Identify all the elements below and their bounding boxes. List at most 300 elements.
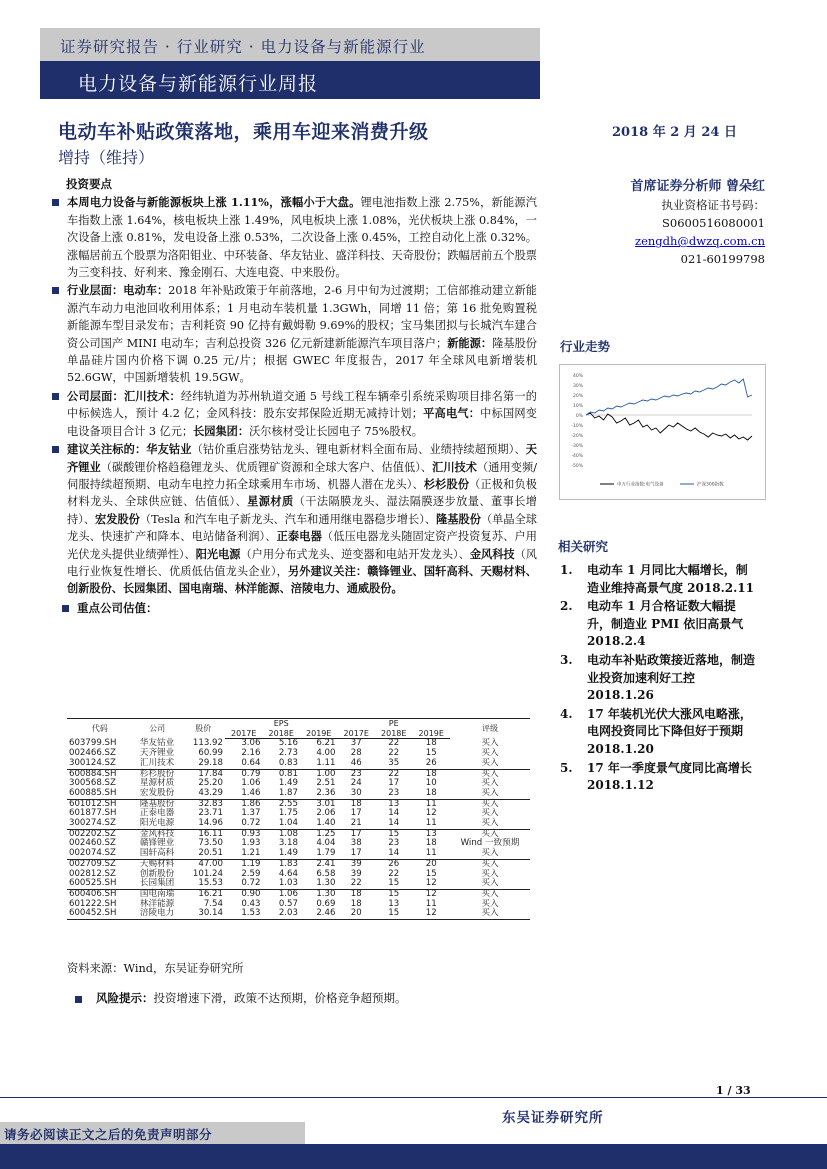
cell-pe: 15	[375, 889, 413, 899]
cell-price: 113.92	[192, 738, 223, 749]
cell-eps: 1.49	[278, 778, 298, 789]
cert-label: 执业资格证书号码：	[661, 198, 765, 212]
table-row	[67, 749, 530, 759]
col-header-eps: EPS	[225, 719, 338, 729]
table-row	[67, 809, 530, 819]
table-row	[67, 819, 530, 829]
cell-rating: 买入	[450, 769, 530, 779]
cell-eps: 0.72	[241, 878, 261, 889]
col-header-pe-2019: 2019E	[412, 729, 450, 739]
cell-rating: 买入	[481, 808, 499, 819]
report-type: 电力设备与新能源行业周报	[78, 73, 319, 95]
cell-pe: 15	[375, 829, 413, 839]
cell-pe: 23	[388, 787, 400, 798]
cell-company: 涪陵电力	[133, 909, 182, 919]
table-row	[67, 889, 530, 899]
summary-paragraph-company	[62, 388, 537, 440]
cell-eps: 0.69	[316, 898, 336, 909]
cell-eps: 1.30	[316, 878, 336, 889]
analyst-phone: 021-60199798	[680, 252, 765, 266]
valuation-heading	[62, 600, 537, 617]
col-header-pe-2017: 2017E	[337, 729, 375, 739]
cell-price: 17.84	[182, 769, 225, 779]
body-text: （低压电器龙头随固定资产投资复苏、户用光伏龙头提供业绩弹性）、	[67, 530, 537, 561]
cell-code: 600525.SH	[69, 878, 117, 889]
cell-pe: 15	[375, 909, 413, 919]
summary-paragraph-market	[62, 194, 537, 281]
col-header-pe-2018: 2018E	[375, 729, 413, 739]
page-number: 1 / 33	[716, 1084, 751, 1097]
cell-pe: 26	[425, 757, 437, 768]
cell-pe: 21	[350, 818, 362, 829]
cell-price: 20.51	[198, 848, 223, 859]
cell-eps: 2.73	[278, 748, 298, 759]
cell-eps: 2.03	[262, 909, 300, 919]
related-research-list	[558, 562, 758, 796]
cell-pe: 11	[425, 818, 437, 829]
cell-pe: 37	[350, 738, 362, 749]
cell-eps: 1.04	[278, 818, 298, 829]
risk-label: 风险提示：	[96, 991, 154, 1005]
cell-pe: 18	[425, 838, 437, 849]
cell-company: 宏发股份	[139, 787, 175, 798]
body-text: （钴价重启涨势钴龙头、锂电新材料全面布局、业绩持续超预期）、	[191, 443, 526, 457]
cell-price: 23.71	[198, 808, 223, 819]
highlight-text: 新能源：	[447, 335, 493, 350]
analyst-email-link[interactable]: zengdh@dwzq.com.cn	[635, 234, 765, 248]
cell-code: 002812.SZ	[69, 868, 116, 879]
highlight-text: 杉杉股份	[423, 476, 470, 491]
table-row	[67, 789, 530, 799]
cell-rating: 买入	[481, 878, 499, 889]
cell-price: 30.14	[182, 909, 225, 919]
cell-pe: 13	[412, 829, 450, 839]
footer-bar	[0, 1144, 827, 1169]
cell-eps: 1.08	[262, 829, 300, 839]
y-tick-label: -30%	[571, 444, 583, 449]
highlight-text: 宏发股份	[95, 511, 140, 526]
square-bullet-icon	[52, 199, 59, 206]
cell-price: 16.21	[182, 889, 225, 899]
cell-eps: 0.57	[278, 898, 298, 909]
cell-eps: 4.00	[316, 748, 336, 759]
col-header-eps-2019: 2019E	[300, 729, 338, 739]
cell-price: 16.11	[182, 829, 225, 839]
cell-pe: 35	[388, 757, 400, 768]
body-text: （干法隔膜龙头、湿法隔膜逐步放量、董事长增持）、	[67, 495, 537, 526]
series-line-1	[586, 379, 752, 415]
cell-company: 隆基股份	[133, 799, 182, 809]
valuation-table-body	[67, 739, 530, 920]
body-text: 经纬轨道为苏州轨道交通 5 号线工程车辆牵引系统采购项目排名第一的中标候选人，预计 4.2 亿；金风科技：股东安邦保险近期无减持计划；	[67, 389, 537, 421]
footer-divider	[0, 1097, 827, 1098]
cell-price: 7.54	[203, 898, 223, 909]
cell-code: 603799.SH	[69, 738, 117, 749]
cell-price: 15.53	[198, 878, 223, 889]
cell-price: 60.99	[198, 748, 223, 759]
body-text: 锂电池指数上涨 2.75%，新能源汽车指数上涨 1.64%，核电板块上涨 1.49%，风电板块上涨 1.08%，光伏板块上涨 0.84%，一次设备上涨 0.81%，发电设备上涨 0.53%，二次设备上涨 0.45%，工控自动化上涨 0.32%。涨幅居前五个股票为洛阳钼业、中环装备、华友钴业、盛洋科技、天奇股份；跌幅居前五个股票为三变科技、好利来、豫金刚石、大连电瓷、中来股份。	[67, 196, 537, 280]
cell-price: 29.18	[198, 757, 223, 768]
related-research-item[interactable]	[558, 598, 758, 651]
summary-paragraph-recommendations	[62, 441, 537, 598]
cell-eps: 1.19	[225, 859, 263, 869]
cell-pe: 17	[350, 808, 362, 819]
cell-company: 星源材质	[139, 778, 175, 789]
body-text: （单晶全球龙头、快速扩产和降本、电站储备利润）、	[67, 512, 537, 544]
related-item-text: 17 年一季度景气度同比高增长 2018.1.12	[587, 760, 752, 793]
cell-eps: 1.49	[278, 848, 298, 859]
cell-pe: 24	[350, 778, 362, 789]
col-header-code: 代码	[67, 719, 133, 739]
related-item-number: 5.	[560, 760, 573, 775]
body-text: 隆基股份单晶硅片国内价格下调 0.25 元/片；根据 GWEC 年度报告，2017 年全球风电新增装机 52.6GW，中国新增装机 19.5GW。	[67, 336, 537, 385]
cell-rating: 买入	[450, 799, 530, 809]
cell-eps: 0.72	[241, 818, 261, 829]
table-row	[67, 779, 530, 789]
cell-company: 天齐锂业	[139, 748, 175, 759]
cell-pe: 11	[425, 898, 437, 909]
table-row	[67, 759, 530, 769]
cell-company: 阳光电源	[139, 818, 175, 829]
cell-rating: 买入	[450, 889, 530, 899]
cell-code: 600885.SH	[69, 787, 117, 798]
cell-pe: 18	[425, 738, 437, 749]
cell-code: 600452.SH	[67, 909, 133, 919]
body-text: 沃尔核材受让长园电子 75%股权。	[249, 424, 423, 438]
cell-eps: 4.04	[316, 838, 336, 849]
cell-pe: 46	[350, 757, 362, 768]
legend-label: 申万行业指数:电气设备	[617, 482, 664, 488]
y-tick-label: 20%	[572, 394, 583, 399]
related-item-number: 1.	[560, 563, 573, 577]
cell-rating: 买入	[481, 848, 499, 859]
related-item-text: 电动车 1 月同比大幅增长，制造业维持高景气度 2018.2.11	[587, 563, 754, 595]
cell-rating: 买入	[450, 859, 530, 869]
trend-chart	[559, 364, 766, 500]
risk-warning	[75, 990, 407, 1006]
cell-eps: 1.30	[300, 889, 338, 899]
cell-rating: Wind 一致预期	[460, 838, 520, 849]
highlight-text: 隆基股份	[436, 511, 481, 526]
cell-pe: 20	[337, 909, 375, 919]
body-text: （Tesla 和汽车电子新龙头、汽车和通用继电器稳步增长）、	[139, 512, 437, 526]
cell-rating: 买入	[481, 898, 499, 909]
highlight-text: 长园集团：	[193, 423, 250, 438]
highlight-text: 天齐锂业	[67, 442, 537, 474]
cell-pe: 39	[350, 868, 362, 879]
square-bullet-icon	[52, 393, 59, 400]
valuation-table	[67, 718, 530, 920]
cell-code: 002460.SZ	[69, 838, 116, 849]
cell-pe: 15	[425, 748, 437, 759]
cell-eps: 2.16	[241, 748, 261, 759]
cell-eps: 1.83	[262, 859, 300, 869]
table-row	[67, 849, 530, 859]
cell-eps: 1.11	[316, 757, 336, 768]
cell-eps: 2.55	[262, 799, 300, 809]
cell-company: 国轩高科	[139, 848, 175, 859]
square-bullet-icon	[52, 446, 59, 453]
highlight-text: 阳光电源	[195, 546, 241, 561]
page-title: 电动车补贴政策落地，乘用车迎来消费升级	[58, 121, 429, 143]
cell-rating: 买入	[450, 829, 530, 839]
trend-heading: 行业走势	[560, 339, 611, 354]
cell-eps: 6.58	[316, 868, 336, 879]
summary-heading: 投资要点	[66, 177, 112, 191]
cell-code: 601222.SH	[69, 898, 117, 909]
y-tick-label: 40%	[572, 374, 583, 379]
cell-pe: 20	[412, 859, 450, 869]
cell-eps: 0.90	[225, 889, 263, 899]
table-row	[67, 839, 530, 849]
cell-eps: 0.79	[225, 769, 263, 779]
cell-rating: 买入	[450, 909, 530, 919]
col-header-company: 公司	[133, 719, 182, 739]
cell-code: 300124.SZ	[69, 757, 116, 768]
trend-chart-svg	[560, 365, 765, 499]
cell-eps: 1.93	[241, 838, 261, 849]
cell-rating: 买入	[481, 738, 499, 749]
related-research-item[interactable]	[558, 652, 758, 705]
cell-rating: 买入	[481, 818, 499, 829]
cell-eps: 3.06	[241, 738, 261, 749]
cell-price: 43.29	[198, 787, 223, 798]
cell-pe: 28	[350, 748, 362, 759]
cell-code: 002466.SZ	[69, 748, 116, 759]
legend-label: 沪深300指数	[697, 482, 724, 488]
cell-pe: 38	[350, 838, 362, 849]
investment-summary	[62, 176, 537, 617]
cell-company: 金风科技	[133, 829, 182, 839]
related-item-text: 电动车补贴政策接近落地，制造业投资加速利好工控 2018.1.26	[587, 652, 756, 703]
highlight-text: 平高电气：	[422, 406, 481, 421]
cell-rating: 买入	[481, 748, 499, 759]
cell-company: 创新股份	[139, 868, 175, 879]
square-bullet-icon	[75, 996, 82, 1003]
cell-eps: 2.59	[241, 868, 261, 879]
cell-company: 汇川技术	[139, 757, 175, 768]
cell-price: 14.96	[198, 818, 223, 829]
cell-code: 002709.SZ	[67, 859, 133, 869]
cell-eps: 1.00	[300, 769, 338, 779]
cell-code: 002202.SZ	[67, 829, 133, 839]
series-line-0	[586, 413, 752, 440]
related-item-text: 17 年装机光伏大涨风电略涨，电网投资同比下降但好于预期 2018.1.20	[587, 706, 752, 756]
col-header-pe: PE	[337, 719, 450, 729]
cell-pe: 18	[337, 889, 375, 899]
analyst-name: 首席证券分析师 曾朵红	[630, 179, 765, 194]
cell-price: 32.83	[182, 799, 225, 809]
cell-pe: 14	[388, 848, 400, 859]
body-text: （正极和负极材料龙头、全球供应链、估值低）、	[67, 477, 537, 509]
cell-code: 601012.SH	[67, 799, 133, 809]
cell-pe: 10	[425, 778, 437, 789]
col-header-price: 股价	[182, 719, 225, 739]
breadcrumb: 证券研究报告 · 行业研究 · 电力设备与新能源行业	[60, 38, 426, 56]
cell-eps: 6.21	[316, 738, 336, 749]
related-research-item[interactable]	[558, 760, 758, 795]
related-item-number: 2.	[560, 599, 573, 614]
y-tick-label: 10%	[572, 404, 583, 409]
cell-company: 正泰电器	[139, 808, 175, 819]
table-row	[67, 769, 530, 779]
highlight-text: 星源材质	[247, 494, 294, 509]
related-item-text: 电动车 1 月合格证数大幅提升，制造业 PMI 依旧高景气 2018.2.4	[587, 599, 744, 649]
y-tick-label: -10%	[571, 424, 583, 429]
cell-pe: 22	[388, 748, 400, 759]
source-note: 资料来源：Wind，东吴证券研究所	[67, 962, 244, 975]
cell-pe: 17	[337, 829, 375, 839]
cell-eps: 5.16	[278, 738, 298, 749]
cell-pe: 13	[375, 799, 413, 809]
cell-pe: 18	[350, 898, 362, 909]
disclaimer-bar	[0, 1122, 305, 1144]
cell-eps: 1.03	[278, 878, 298, 889]
cell-eps: 2.06	[316, 808, 336, 819]
highlight-text: 汇川技术	[432, 459, 478, 474]
highlight-text: 金风科技	[469, 546, 515, 561]
analyst-info	[585, 178, 765, 268]
col-header-rating: 评级	[450, 719, 530, 739]
cell-company: 杉杉股份	[133, 769, 182, 779]
cell-pe: 18	[337, 799, 375, 809]
industry-rating: 增持（维持）	[58, 148, 155, 167]
institute-name: 东吴证券研究所	[502, 1110, 604, 1126]
cell-eps: 1.40	[316, 818, 336, 829]
cell-eps: 4.64	[278, 868, 298, 879]
cell-price: 25.20	[198, 778, 223, 789]
cell-code: 002074.SZ	[69, 848, 116, 859]
cell-rating: 买入	[481, 757, 499, 768]
cell-pe: 22	[388, 868, 400, 879]
header-breadcrumb-bar	[40, 28, 540, 61]
cell-pe: 15	[425, 868, 437, 879]
cell-pe: 11	[412, 799, 450, 809]
cell-pe: 11	[425, 848, 437, 859]
cell-pe: 39	[337, 859, 375, 869]
cell-price: 101.24	[192, 868, 223, 879]
cell-code: 300568.SZ	[69, 778, 116, 789]
cell-eps: 1.37	[241, 808, 261, 819]
highlight-text: 另外建议关注：赣锋锂业、国轩高科、天赐材料、创新股份、长园集团、国电南瑞、林洋能源、涪陵电力、通威股份。	[67, 563, 537, 596]
cell-pe: 13	[388, 898, 400, 909]
body-text: 中标国网变电设备项目合计 3 亿元；	[67, 407, 537, 438]
y-tick-label: 0%	[575, 414, 583, 419]
summary-paragraph-industry	[62, 282, 537, 386]
cell-code: 300274.SZ	[69, 818, 116, 829]
cell-eps: 1.87	[278, 787, 298, 798]
cell-pe: 12	[425, 878, 437, 889]
cell-pe: 18	[412, 769, 450, 779]
related-research-item[interactable]	[558, 706, 758, 759]
y-tick-label: -50%	[571, 464, 583, 469]
cell-rating: 买入	[481, 778, 499, 789]
highlight-text: 本周电力设备与新能源板块上涨 1.11%，涨幅小于大盘。	[67, 195, 361, 210]
cell-rating: 买入	[481, 868, 499, 879]
related-research-heading: 相关研究	[558, 539, 609, 554]
cell-eps: 1.53	[225, 909, 263, 919]
cell-rating: 买入	[481, 787, 499, 798]
cell-eps: 0.43	[241, 898, 261, 909]
cell-pe: 18	[425, 787, 437, 798]
cell-eps: 3.18	[278, 838, 298, 849]
table-row	[67, 879, 530, 889]
table-row	[67, 799, 530, 809]
cell-pe: 14	[388, 818, 400, 829]
valuation-heading-label: 重点公司估值：	[77, 600, 158, 615]
col-header-eps-2017: 2017E	[225, 729, 263, 739]
cell-pe: 12	[412, 889, 450, 899]
highlight-text: 公司层面：汇川技术：	[67, 388, 181, 403]
y-tick-label: 30%	[572, 384, 583, 389]
cell-eps: 2.51	[316, 778, 336, 789]
cell-eps: 1.25	[300, 829, 338, 839]
body-text: （碳酸锂价格趋稳锂龙头、优质锂矿资源和全球大客户、估值低）、	[100, 460, 433, 474]
cell-eps: 0.64	[241, 757, 261, 768]
cell-pe: 26	[375, 859, 413, 869]
cell-eps: 0.93	[225, 829, 263, 839]
cell-company: 天赐材料	[133, 859, 182, 869]
table-row	[67, 909, 530, 919]
cell-pe: 17	[388, 778, 400, 789]
cell-eps: 2.36	[316, 787, 336, 798]
cell-pe: 17	[350, 848, 362, 859]
table-row	[67, 900, 530, 910]
cell-company: 林洋能源	[139, 898, 175, 909]
table-row	[67, 870, 530, 880]
highlight-text: 行业层面：电动车：	[67, 283, 169, 298]
cell-code: 600406.SH	[67, 889, 133, 899]
highlight-text: 正泰电器	[276, 529, 322, 544]
col-header-eps-2018: 2018E	[262, 729, 300, 739]
cell-company: 赣锋锂业	[139, 838, 175, 849]
cell-pe: 22	[375, 769, 413, 779]
cell-eps: 1.21	[241, 848, 261, 859]
cell-pe: 23	[388, 838, 400, 849]
cell-eps: 2.46	[300, 909, 338, 919]
cell-company: 国电南瑞	[133, 889, 182, 899]
cell-eps: 0.81	[262, 769, 300, 779]
cell-pe: 23	[337, 769, 375, 779]
cell-eps: 3.01	[300, 799, 338, 809]
related-research-item[interactable]	[558, 562, 758, 597]
cell-code: 601877.SH	[69, 808, 117, 819]
table-row	[67, 859, 530, 869]
y-tick-label: -40%	[571, 454, 583, 459]
body-text: （风电行业恢复性增长、优质低估值龙头企业），	[67, 547, 537, 578]
cell-pe: 12	[412, 909, 450, 919]
square-bullet-icon	[52, 287, 59, 294]
cell-company: 长园集团	[139, 878, 175, 889]
cell-pe: 14	[388, 808, 400, 819]
body-text: （通用变频/伺服持续超预期、电动车电控力拓全球乘用车市场、机器人潜在龙头）、	[67, 460, 537, 491]
cell-eps: 1.86	[225, 799, 263, 809]
cell-pe: 12	[425, 808, 437, 819]
report-date: 2018 年 2 月 24 日	[612, 125, 737, 140]
cell-company: 华友钴业	[139, 738, 175, 749]
header-report-type-bar	[40, 61, 540, 99]
cell-code: 600884.SH	[67, 769, 133, 779]
table-row	[67, 739, 530, 749]
related-item-number: 4.	[560, 706, 573, 721]
cell-price: 47.00	[182, 859, 225, 869]
cell-pe: 22	[388, 738, 400, 749]
body-text: （户用分布式龙头、逆变器和电站开发龙头）、	[240, 547, 470, 561]
cell-eps: 1.06	[262, 889, 300, 899]
cell-pe: 15	[388, 878, 400, 889]
cell-eps: 1.75	[278, 808, 298, 819]
cell-pe: 22	[350, 878, 362, 889]
